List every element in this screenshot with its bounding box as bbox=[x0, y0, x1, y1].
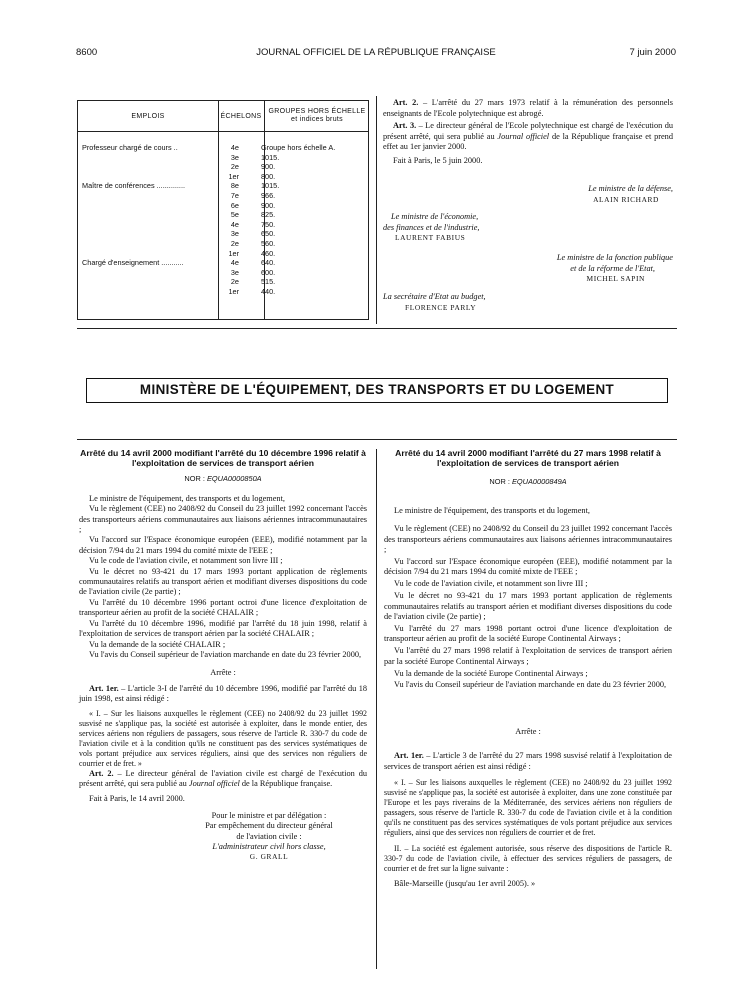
column-rule bbox=[376, 449, 377, 969]
arrete-label: Arrête : bbox=[210, 668, 236, 678]
table-indice: Groupe hors échelle A. bbox=[261, 143, 336, 152]
signature-economie: Le ministre de l'économie, des finances et de l'industrie, LAURENT FABIUS bbox=[383, 212, 480, 242]
table-header-rule bbox=[78, 131, 368, 132]
table-indice: 440. bbox=[261, 287, 276, 296]
col-header-groupes-sub: et indices bruts bbox=[291, 116, 343, 123]
table-divider bbox=[218, 101, 219, 319]
article-1-quote: « I. – Sur les liaisons auxquelles le règlement (CEE) no 2408/92 du 23 juillet 1992 susvisé ne s'applique pas, la société est autorisée à exploiter, dans le monde entier, des services aériens non réguliers de passagers, sous réserve de l'article R. 330-7 du code de l'aviation civile et à la condition qu'ils ne constituent pas des services systématiques de vols portant préjudice aux services réguliers, ainsi que des services non réguliers de courrier et de fret. » bbox=[79, 708, 367, 768]
fait-a-paris: Fait à Paris, le 5 juin 2000. bbox=[393, 155, 483, 165]
visa-paragraph: Vu le décret no 93-421 du 17 mars 1993 portant application de règlements communautaires relatifs au transport aérien et modifiant diverses dispositions du code de l'aviation civile (2e partie) ; bbox=[384, 591, 672, 621]
table-indice: 650. bbox=[261, 229, 276, 239]
visa-paragraph: Vu le code de l'aviation civile, et notamment son livre III ; bbox=[394, 579, 588, 589]
article-1-quote-2: II. – La société est également autorisée, sous réserve des dispositions de l'article R. 330-7 du code de l'aviation civile, à effectuer des services réguliers de passagers, de courrier et de fret sur la ligne suivante : bbox=[384, 844, 672, 874]
article-1: Art. 1er. – L'article 3-I de l'arrêté du 10 décembre 1996, modifié par l'arrêté du 18 juin 1998, est ainsi rédigé : bbox=[79, 683, 367, 704]
table-echelon: 6e bbox=[230, 200, 239, 210]
fait-a-paris: Fait à Paris, le 14 avril 2000. bbox=[89, 794, 185, 804]
article-2: Art. 2. – Le directeur général de l'aviation civile est chargé de l'exécution du présent arrêté, qui sera publié au Journal officiel de la République française. bbox=[79, 768, 367, 788]
table-indice: 966. bbox=[261, 191, 276, 200]
table-indice: 640. bbox=[261, 258, 276, 268]
decree-title: Arrêté du 14 avril 2000 modifiant l'arrêté du 10 décembre 1996 relatif à l'exploitation de services de transport aérien bbox=[80, 448, 366, 469]
visa-paragraph: Vu l'arrêté du 27 mars 1998 relatif à l'exploitation de services de transport aérien par la société Europe Continental Airways ; bbox=[384, 646, 672, 666]
decree-europe-continental bbox=[384, 448, 672, 889]
table-indice: 600. bbox=[261, 267, 276, 277]
salary-table bbox=[77, 100, 369, 320]
col-header-groupes: GROUPES HORS ÉCHELLE bbox=[268, 108, 366, 115]
signature-budget: La secrétaire d'Etat au budget, FLORENCE PARLY bbox=[383, 292, 486, 312]
table-indice: 460. bbox=[261, 248, 276, 258]
visa-paragraph: Vu l'arrêté du 27 mars 1998 portant octroi d'une licence d'exploitation de transporteur aérien au profit de la société Europe Continental Airways ; bbox=[384, 623, 672, 644]
table-indice: 900. bbox=[261, 162, 276, 172]
table-indice: 515. bbox=[261, 277, 276, 287]
table-indice: 1015. bbox=[261, 181, 280, 191]
table-echelon: 3e bbox=[230, 229, 239, 239]
table-emploi: Maître de conférences .............. bbox=[82, 181, 186, 191]
table-echelon: 2e bbox=[230, 277, 239, 287]
table-emploi: Professeur chargé de cours .. bbox=[82, 143, 178, 152]
table-echelon: 2e bbox=[230, 239, 239, 248]
table-echelon: 1er bbox=[228, 287, 239, 296]
visas bbox=[384, 506, 672, 691]
visa-paragraph: Le ministre de l'équipement, des transports et du logement, bbox=[394, 505, 590, 515]
table-echelon: 1er bbox=[228, 171, 239, 181]
visa-paragraph: Vu le décret no 93-421 du 17 mars 1993 portant application de règlements communautaires relatifs au transport aérien et modifiant diverses dispositions du code de l'aviation civile (2e partie) ; bbox=[79, 566, 367, 597]
nor-reference: NOR : EQUA0000850A bbox=[184, 474, 262, 484]
article-3: Art. 3. – Le directeur général de l'Ecole polytechnique est chargé de l'exécution du présent arrêté, qui sera publié au Journal officiel de la République française et prend effet au 1er janvier 2000. bbox=[383, 121, 673, 152]
table-echelon: 4e bbox=[230, 219, 239, 229]
table-echelon: 4e bbox=[230, 143, 239, 152]
article-1-quote: « I. – Sur les liaisons auxquelles le règlement (CEE) no 2408/92 du 23 juillet 1992 susvisé ne s'applique pas, la société est autorisée à exploiter, dans une zone constituée par l'Europe et les pays riverains de la Méditerranée, des services aériens non réguliers de passagers, sous réserve de l'article R. 330-7 du code de l'aviation civile et à la condition qu'ils ne constituent pas des services systématiques de vols portant préjudice aux services réguliers, ainsi que des services non réguliers de courrier et de fret. bbox=[384, 778, 672, 838]
authorized-line: Bâle-Marseille (jusqu'au 1er avril 2005). » bbox=[394, 879, 536, 889]
visa-paragraph: Vu l'avis du Conseil supérieur de l'aviation marchande en date du 23 février 2000, bbox=[89, 649, 362, 659]
table-indice: 1015. bbox=[261, 152, 280, 162]
table-echelon: 3e bbox=[230, 267, 239, 277]
table-echelon: 7e bbox=[230, 191, 239, 200]
article-2: Art. 2. – L'arrêté du 27 mars 1973 relatif à la rémunération des personnels enseignants de l'Ecole polytechnique est abrogé. bbox=[383, 98, 673, 118]
table-echelon: 8e bbox=[230, 181, 239, 191]
section-rule bbox=[77, 439, 677, 440]
page-header bbox=[76, 47, 676, 61]
table-echelon: 4e bbox=[230, 258, 239, 268]
table-indice: 800. bbox=[261, 171, 276, 181]
visa-paragraph: Vu le code de l'aviation civile, et notamment son livre III ; bbox=[89, 556, 283, 566]
issue-date: 7 juin 2000 bbox=[629, 47, 676, 58]
col-header-echelons: ÉCHELONS bbox=[220, 113, 262, 120]
visa-paragraph: Vu la demande de la société CHALAIR ; bbox=[89, 639, 226, 649]
visa-paragraph: Vu l'arrêté du 10 décembre 1996 portant octroi d'une licence d'exploitation de transporteur aérien au profit de la société CHALAIR ; bbox=[79, 597, 367, 618]
nor-reference: NOR : EQUA0000849A bbox=[489, 477, 567, 487]
signature-fonction-publique: Le ministre de la fonction publique et de la réforme de l'Etat, MICHEL SAPIN bbox=[556, 253, 673, 283]
decree-title: Arrêté du 14 avril 2000 modifiant l'arrêté du 27 mars 1998 relatif à l'exploitation de services de transport aérien bbox=[395, 448, 661, 469]
table-echelon: 5e bbox=[230, 210, 239, 220]
visa-paragraph: Vu l'avis du Conseil supérieur de l'aviation marchande en date du 23 février 2000, bbox=[394, 680, 667, 690]
journal-title: JOURNAL OFFICIEL DE LA RÉPUBLIQUE FRANÇAISE bbox=[256, 47, 496, 58]
visa-paragraph: Vu le règlement (CEE) no 2408/92 du Conseil du 23 juillet 1992 concernant l'accès des transporteurs aériens communautaires aux liaisons aériennes intracommunautaires ; bbox=[384, 524, 672, 555]
table-echelon: 2e bbox=[230, 162, 239, 172]
table-indice: 560. bbox=[261, 239, 276, 248]
arrete-label: Arrête : bbox=[515, 726, 541, 736]
table-indice: 750. bbox=[261, 219, 276, 229]
table-echelon: 1er bbox=[228, 248, 239, 258]
table-indice: 900. bbox=[261, 200, 276, 210]
visa-paragraph: Vu la demande de la société Europe Continental Airways ; bbox=[394, 668, 588, 678]
visa-paragraph: Vu l'accord sur l'Espace économique européen (EEE), modifié notamment par la décision 7/94 du 21 mars 1994 du comité mixte de l'EEE ; bbox=[384, 556, 672, 577]
visa-paragraph: Vu le règlement (CEE) no 2408/92 du Conseil du 23 juillet 1992 concernant l'accès des transporteurs aériens communautaires aux liaisons aériennes intracommunautaires ; bbox=[79, 504, 367, 535]
decree-end-block bbox=[383, 98, 673, 169]
col-header-emplois: EMPLOIS bbox=[131, 113, 165, 120]
visa-paragraph: Vu l'accord sur l'Espace économique européen (EEE), modifié notamment par la décision 7/94 du 21 mars 1994 du comité mixte de l'EEE ; bbox=[79, 535, 367, 555]
table-emploi: Chargé d'enseignement ........... bbox=[82, 258, 184, 268]
visa-paragraph: Le ministre de l'équipement, des transports et du logement, bbox=[89, 493, 285, 503]
decree-chalair bbox=[79, 448, 367, 863]
column-rule-top bbox=[376, 96, 377, 324]
visa-paragraph: Vu l'arrêté du 10 décembre 1996, modifié par l'arrêté du 18 juin 1998, relatif à l'exploitation de services de transport aérien par la société CHALAIR ; bbox=[79, 618, 367, 639]
signature-defense: Le ministre de la défense, ALAIN RICHARD bbox=[588, 184, 673, 204]
ministry-banner: MINISTÈRE DE L'ÉQUIPEMENT, DES TRANSPORTS ET DU LOGEMENT bbox=[86, 378, 668, 403]
table-indice: 825. bbox=[261, 210, 276, 220]
table-echelon: 3e bbox=[230, 152, 239, 162]
visas bbox=[79, 494, 367, 661]
article-1: Art. 1er. – L'article 3 de l'arrêté du 27 mars 1998 susvisé relatif à l'exploitation de services de transport aérien est ainsi rédigé : bbox=[384, 751, 672, 771]
section-rule bbox=[77, 328, 677, 329]
signature-block: Pour le ministre et par délégation : Par empêchement du directeur général de l'aviation civile : L'administrateur civil hors classe, G. GRALL bbox=[205, 810, 333, 862]
page-number: 8600 bbox=[76, 47, 98, 58]
